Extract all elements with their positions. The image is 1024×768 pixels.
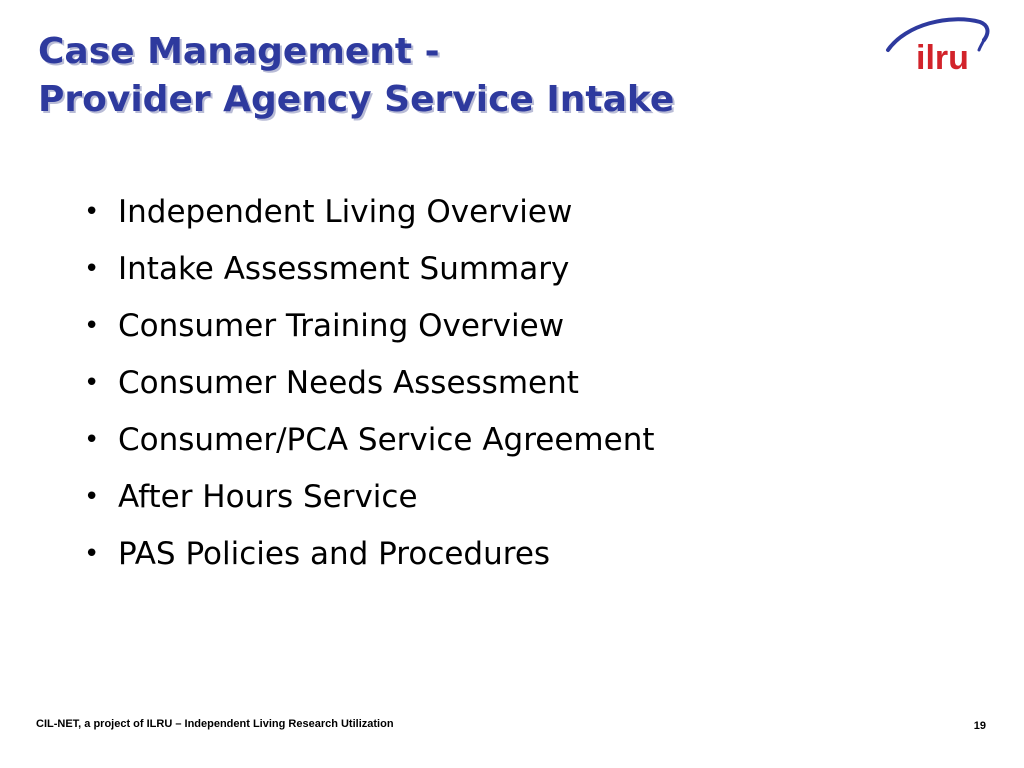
logo-text: ilru (916, 39, 969, 77)
page-number: 19 (973, 720, 986, 732)
ilru-logo (884, 14, 994, 80)
bullet-item (84, 471, 655, 528)
bullet-dot-icon: • (84, 197, 100, 227)
bullet-item (84, 357, 655, 414)
bullet-text: Consumer Needs Assessment (118, 365, 579, 401)
bullet-text: PAS Policies and Procedures (118, 536, 551, 572)
bullet-item (84, 414, 655, 471)
footer-text: CIL-NET, a project of ILRU – Independent Living Research Utilization (36, 718, 394, 730)
bullet-item (84, 186, 655, 243)
bullet-dot-icon: • (84, 368, 100, 398)
bullet-dot-icon: • (84, 425, 100, 455)
bullet-item (84, 528, 655, 585)
slide-title (38, 28, 674, 124)
bullet-text: Consumer Training Overview (118, 308, 565, 344)
bullet-text: Consumer/PCA Service Agreement (118, 422, 655, 458)
bullet-list (84, 186, 655, 585)
bullet-text: Independent Living Overview (118, 194, 573, 230)
slide-title-line-2: Provider Agency Service Intake (38, 79, 675, 120)
logo-swoosh-tail-icon (979, 40, 984, 50)
bullet-dot-icon: • (84, 482, 100, 512)
bullet-dot-icon: • (84, 311, 100, 341)
slide-title-line-1: Case Management - (38, 31, 440, 72)
bullet-dot-icon: • (84, 254, 100, 284)
bullet-item (84, 243, 655, 300)
bullet-dot-icon: • (84, 539, 100, 569)
bullet-item (84, 300, 655, 357)
bullet-text: After Hours Service (118, 479, 418, 515)
bullet-text: Intake Assessment Summary (118, 251, 570, 287)
